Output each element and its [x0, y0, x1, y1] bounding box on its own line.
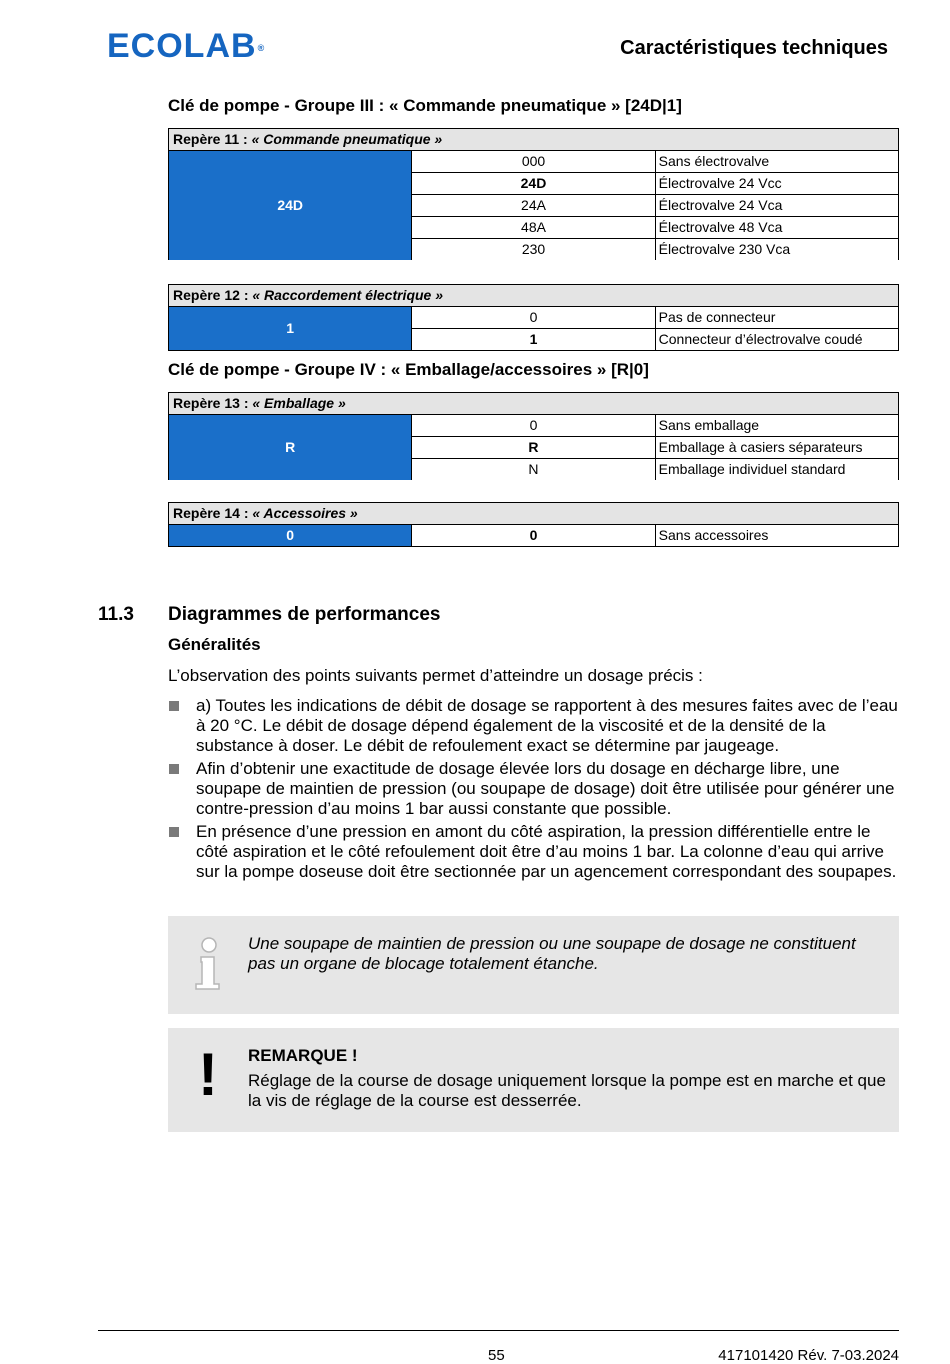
table-row — [169, 415, 899, 437]
bullet-text: Afin d’obtenir une exactitude de dosage élevée lors du dosage en décharge libre, une soupape de maintien de pression (ou soupape de dosage) doit être utilisée pour générer une contre-pression d’au moins 1 bar aussi constante que possible. — [196, 759, 895, 818]
info-icon — [192, 936, 226, 992]
option-desc: Électrovalve 230 Vca — [655, 239, 898, 261]
rep14-table — [168, 502, 899, 547]
option-desc: Connecteur d’électrovalve coudé — [655, 329, 898, 351]
option-code-selected: 24D — [412, 173, 655, 195]
info-text: Une soupape de maintien de pression ou une soupape de dosage ne constituent pas un organe de blocage totalement étanche. — [248, 934, 856, 973]
option-code-selected: 1 — [412, 329, 655, 351]
option-desc: Sans emballage — [655, 415, 898, 437]
rep12-header — [169, 285, 899, 307]
rep12-label: Repère 12 : — [173, 287, 249, 303]
square-bullet-icon — [169, 701, 179, 711]
rep12-name: « Raccordement électrique » — [252, 287, 444, 303]
rep13-table — [168, 392, 899, 480]
option-desc: Pas de connecteur — [655, 307, 898, 329]
rep11-header — [169, 129, 899, 151]
option-desc: Électrovalve 48 Vca — [655, 217, 898, 239]
square-bullet-icon — [169, 764, 179, 774]
option-desc: Électrovalve 24 Vcc — [655, 173, 898, 195]
remark-note — [168, 1028, 899, 1132]
option-code: 230 — [412, 239, 655, 261]
option-code: 48A — [412, 217, 655, 239]
page-header-title: Caractéristiques techniques — [620, 37, 888, 59]
registered-mark: ® — [257, 43, 266, 53]
square-bullet-icon — [169, 827, 179, 837]
rep13-header — [169, 393, 899, 415]
section-title: Diagrammes de performances — [168, 604, 441, 625]
ecolab-logo — [107, 28, 264, 64]
rep13-label: Repère 13 : — [173, 395, 249, 411]
remark-text: Réglage de la course de dosage uniquement lorsque la pompe est en marche et que la vis de réglage de la course est desserrée. — [248, 1071, 886, 1110]
intro-text: L’observation des points suivants permet d’atteindre un dosage précis : — [168, 666, 703, 685]
option-code-selected: R — [412, 437, 655, 459]
page-number: 55 — [488, 1347, 505, 1364]
rep14-label: Repère 14 : — [173, 505, 249, 521]
list-item — [168, 696, 903, 756]
table-row — [169, 307, 899, 329]
group4-title: Clé de pompe - Groupe IV : « Emballage/accessoires » [R|0] — [168, 360, 649, 379]
rep14-selected-code: 0 — [169, 525, 412, 547]
option-desc: Électrovalve 24 Vca — [655, 195, 898, 217]
bullet-text: En présence d’une pression en amont du côté aspiration, la pression différentielle entre le côté aspiration et le côté refoulement doit être d’au moins 1 bar. La colonne d’eau qui arrive sur la pompe doseuse doit être sectionnée par un agencement correspondant des soupapes. — [196, 822, 897, 881]
option-code: 000 — [412, 151, 655, 173]
group3-title: Clé de pompe - Groupe III : « Commande pneumatique » [24D|1] — [168, 96, 682, 115]
section-number: 11.3 — [98, 604, 134, 625]
remark-title: REMARQUE ! — [248, 1046, 358, 1065]
option-code: 0 — [412, 307, 655, 329]
option-code: 24A — [412, 195, 655, 217]
table-row — [169, 151, 899, 173]
document-reference: 417101420 Rév. 7-03.2024 — [718, 1347, 899, 1364]
rep14-name: « Accessoires » — [252, 505, 358, 521]
option-desc: Emballage individuel standard — [655, 459, 898, 481]
footer-divider — [98, 1330, 899, 1331]
option-code-selected: 0 — [412, 525, 655, 547]
logo-text: ECOLAB — [107, 27, 257, 65]
rep11-selected-code: 24D — [169, 151, 412, 261]
option-desc: Sans électrovalve — [655, 151, 898, 173]
subsection-title: Généralités — [168, 635, 261, 654]
rep11-label: Repère 11 : — [173, 131, 248, 147]
list-item — [168, 822, 903, 882]
rep13-name: « Emballage » — [252, 395, 346, 411]
list-item — [168, 759, 903, 819]
rep11-name: « Commande pneumatique » — [251, 131, 443, 147]
rep12-selected-code: 1 — [169, 307, 412, 351]
option-desc: Sans accessoires — [655, 525, 898, 547]
option-code: 0 — [412, 415, 655, 437]
rep14-header — [169, 503, 899, 525]
rep11-table — [168, 128, 899, 260]
bullet-list — [168, 696, 903, 885]
rep13-selected-code: R — [169, 415, 412, 481]
option-desc: Emballage à casiers séparateurs — [655, 437, 898, 459]
table-row — [169, 525, 899, 547]
exclamation-icon: ! — [198, 1041, 218, 1108]
bullet-text: a) Toutes les indications de débit de dosage se rapportent à des mesures faites avec de l’eau à 20 °C. Le débit de dosage dépend également de la viscosité et de la densité de la substance à doser. Le débit de refoulement exact se détermine par jaugeage. — [196, 696, 898, 755]
rep12-table — [168, 284, 899, 351]
option-code: N — [412, 459, 655, 481]
info-note — [168, 916, 899, 1014]
